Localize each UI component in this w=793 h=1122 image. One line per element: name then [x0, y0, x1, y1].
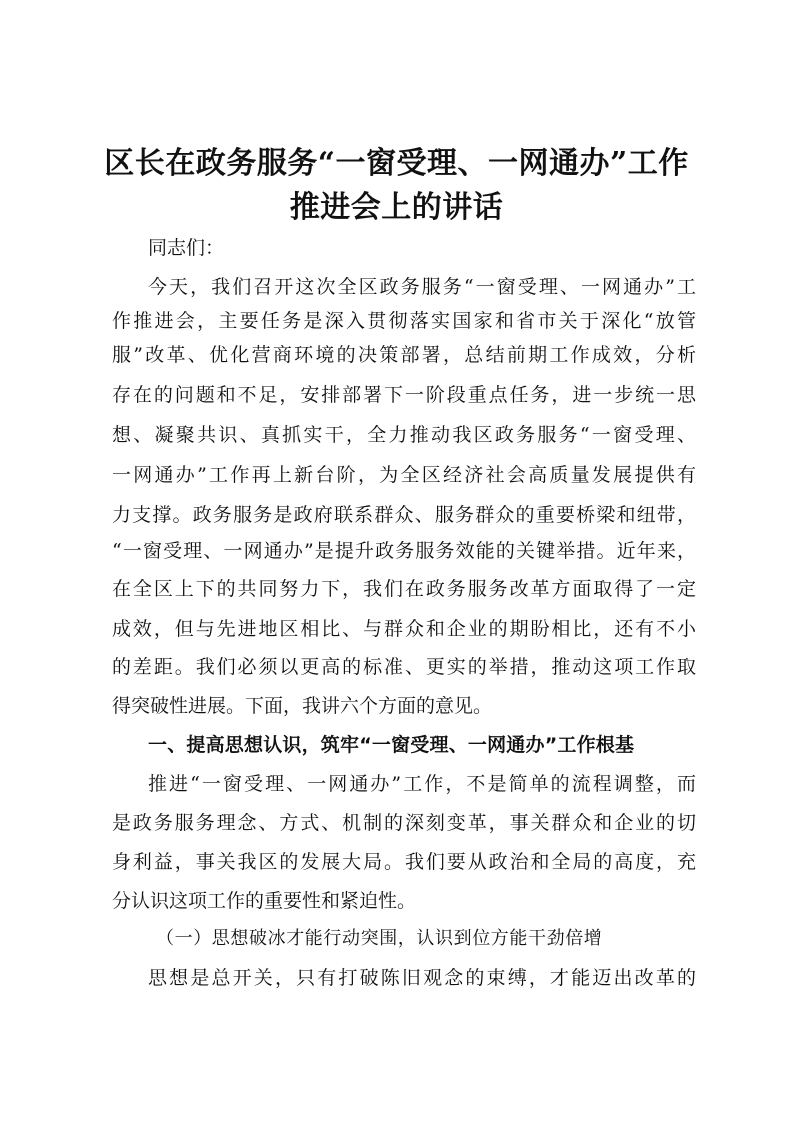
paragraph-line: 存在的问题和不足，安排部署下一阶段重点任务，进一步统一思 — [112, 384, 696, 406]
paragraph-line: 在全区上下的共同努力下，我们在政务服务改革方面取得了一定 — [112, 578, 696, 600]
paragraph-line: 身利益，事关我区的发展大局。我们要从政治和全局的高度，充 — [112, 851, 696, 873]
paragraph-line: 是政务服务理念、方式、机制的深刻变革，事关群众和企业的切 — [112, 812, 696, 834]
paragraph-line: 服”改革、优化营商环境的决策部署，总结前期工作成效，分析 — [112, 344, 696, 366]
paragraph-line: “一窗受理、一网通办”是提升政务服务效能的关键举措。近年来， — [112, 540, 696, 562]
document-title-line-1: 区长在政务服务“一窗受理、一网通办”工作 — [104, 146, 689, 181]
paragraph-line: 成效，但与先进地区相比、与群众和企业的期盼相比，还有不小 — [112, 618, 696, 640]
paragraph-line: 得突破性进展。下面，我讲六个方面的意见。 — [112, 695, 493, 717]
paragraph-line: 作推进会，主要任务是深入贯彻落实国家和省市关于深化“放管 — [112, 310, 696, 332]
paragraph-line: 想、凝聚共识、真抓实干，全力推动我区政务服务“一窗受理、 — [112, 424, 696, 446]
paragraph-line: 力支撑。政务服务是政府联系群众、服务群众的重要桥梁和纽带， — [112, 504, 696, 526]
section-heading-1: 一、提高思想认识，筑牢“一窗受理、一网通办”工作根基 — [148, 734, 635, 756]
paragraph-line: 今天，我们召开这次全区政务服务“一窗受理、一网通办”工 — [148, 276, 696, 298]
paragraph-line: 思想是总开关，只有打破陈旧观念的束缚，才能迈出改革的 — [148, 967, 696, 989]
document-title-line-2: 推进会上的讲话 — [289, 190, 504, 225]
paragraph-line: 的差距。我们必须以更高的标准、更实的举措，推动这项工作取 — [112, 656, 696, 678]
paragraph-line: 一网通办”工作再上新台阶，为全区经济社会高质量发展提供有 — [112, 464, 696, 486]
paragraph-line: 推进“一窗受理、一网通办”工作，不是简单的流程调整，而 — [148, 773, 696, 795]
salutation: 同志们： — [148, 237, 225, 259]
subsection-heading-1: （一）思想破冰才能行动突围，认识到位方能干劲倍增 — [156, 928, 603, 949]
paragraph-line: 分认识这项工作的重要性和紧迫性。 — [112, 890, 417, 912]
